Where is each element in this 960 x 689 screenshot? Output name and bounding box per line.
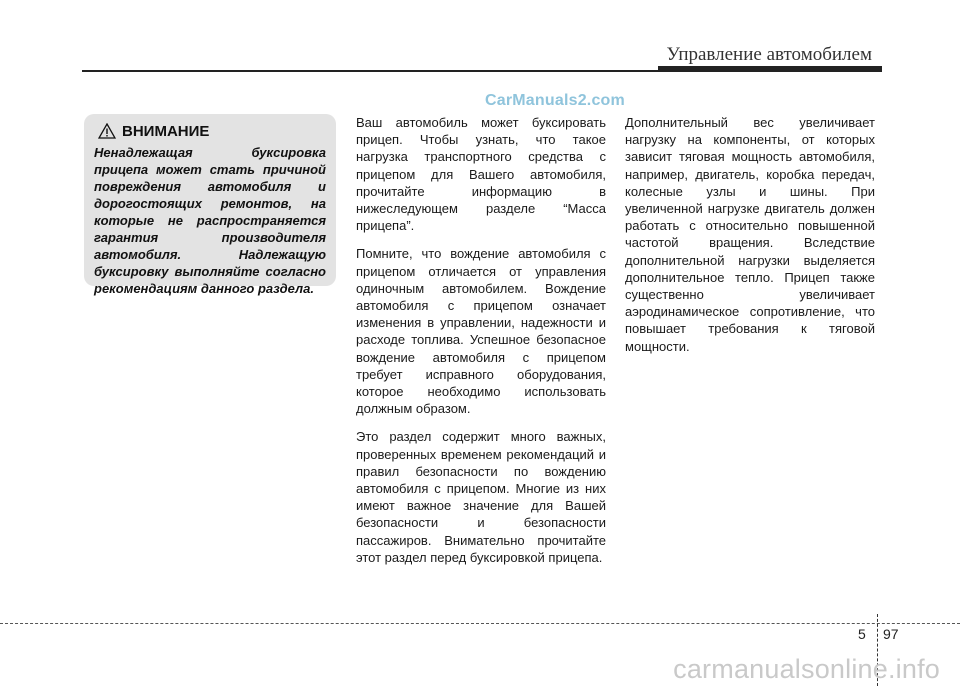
paragraph: Ваш автомобиль может буксировать прицеп. Чтобы узнать, что такое нагрузка транспортного средства с прицепом для Вашего автомобиля, прочитайте информацию в нижеследующем разделе “Масса прицепа”. <box>356 115 606 234</box>
warning-title: ВНИМАНИЕ <box>122 122 210 140</box>
section-title: Управление автомобилем <box>666 44 872 65</box>
warning-text: Ненадлежащая буксировка прицепа может стать причиной повреждения автомобиля и дорогостоящих ремонтов, на которые не распространяется гарантия производителя автомобиля. Надлежащую буксировку выполняйте согласно рекомендациям данного раздела. <box>94 145 326 296</box>
warning-header <box>98 121 326 141</box>
paragraph: Это раздел содержит много важных, проверенных временем рекомендаций и правил безопасности по вождению автомобиля с прицепом. Многие из них имеют важное значение для Вашей безопасности и безопасности пассажиров. Внимательно прочитайте этот раздел перед буксировкой прицепа. <box>356 429 606 565</box>
warning-triangle-icon <box>98 123 116 139</box>
watermark-top: CarManuals2.com <box>485 92 625 109</box>
warning-box <box>84 114 336 296</box>
watermark-bottom: carmanualsonline.info <box>673 654 940 684</box>
column-middle <box>356 114 606 577</box>
column-right <box>625 114 875 366</box>
page-number: 97 <box>883 626 899 642</box>
footer-divider <box>0 623 960 624</box>
header-rule-accent <box>658 66 882 72</box>
paragraph: Дополнительный вес увеличивает нагрузку на компоненты, от которых зависит тяговая мощность автомобиля, например, двигатель, коробка передач, колесные узлы и шины. При увеличенной нагрузке двигатель должен работать с относительно повышенной частотой вращения. Вследствие дополнительной нагрузки выделяется дополнительное тепло. Прицеп также существенно увеличивает аэродинамическое сопротивление, что повышает требования к тяговой мощности. <box>625 115 875 354</box>
paragraph: Помните, что вождение автомобиля с прицепом отличается от управления одиночным автомобилем. Вождение автомобиля с прицепом означает изменения в управлении, надежности и расходе топлива. Успешное безопасное вождение автомобиля с прицепом требует исправного оборудования, которое необходимо использовать должным образом. <box>356 246 606 417</box>
chapter-number: 5 <box>858 626 866 642</box>
